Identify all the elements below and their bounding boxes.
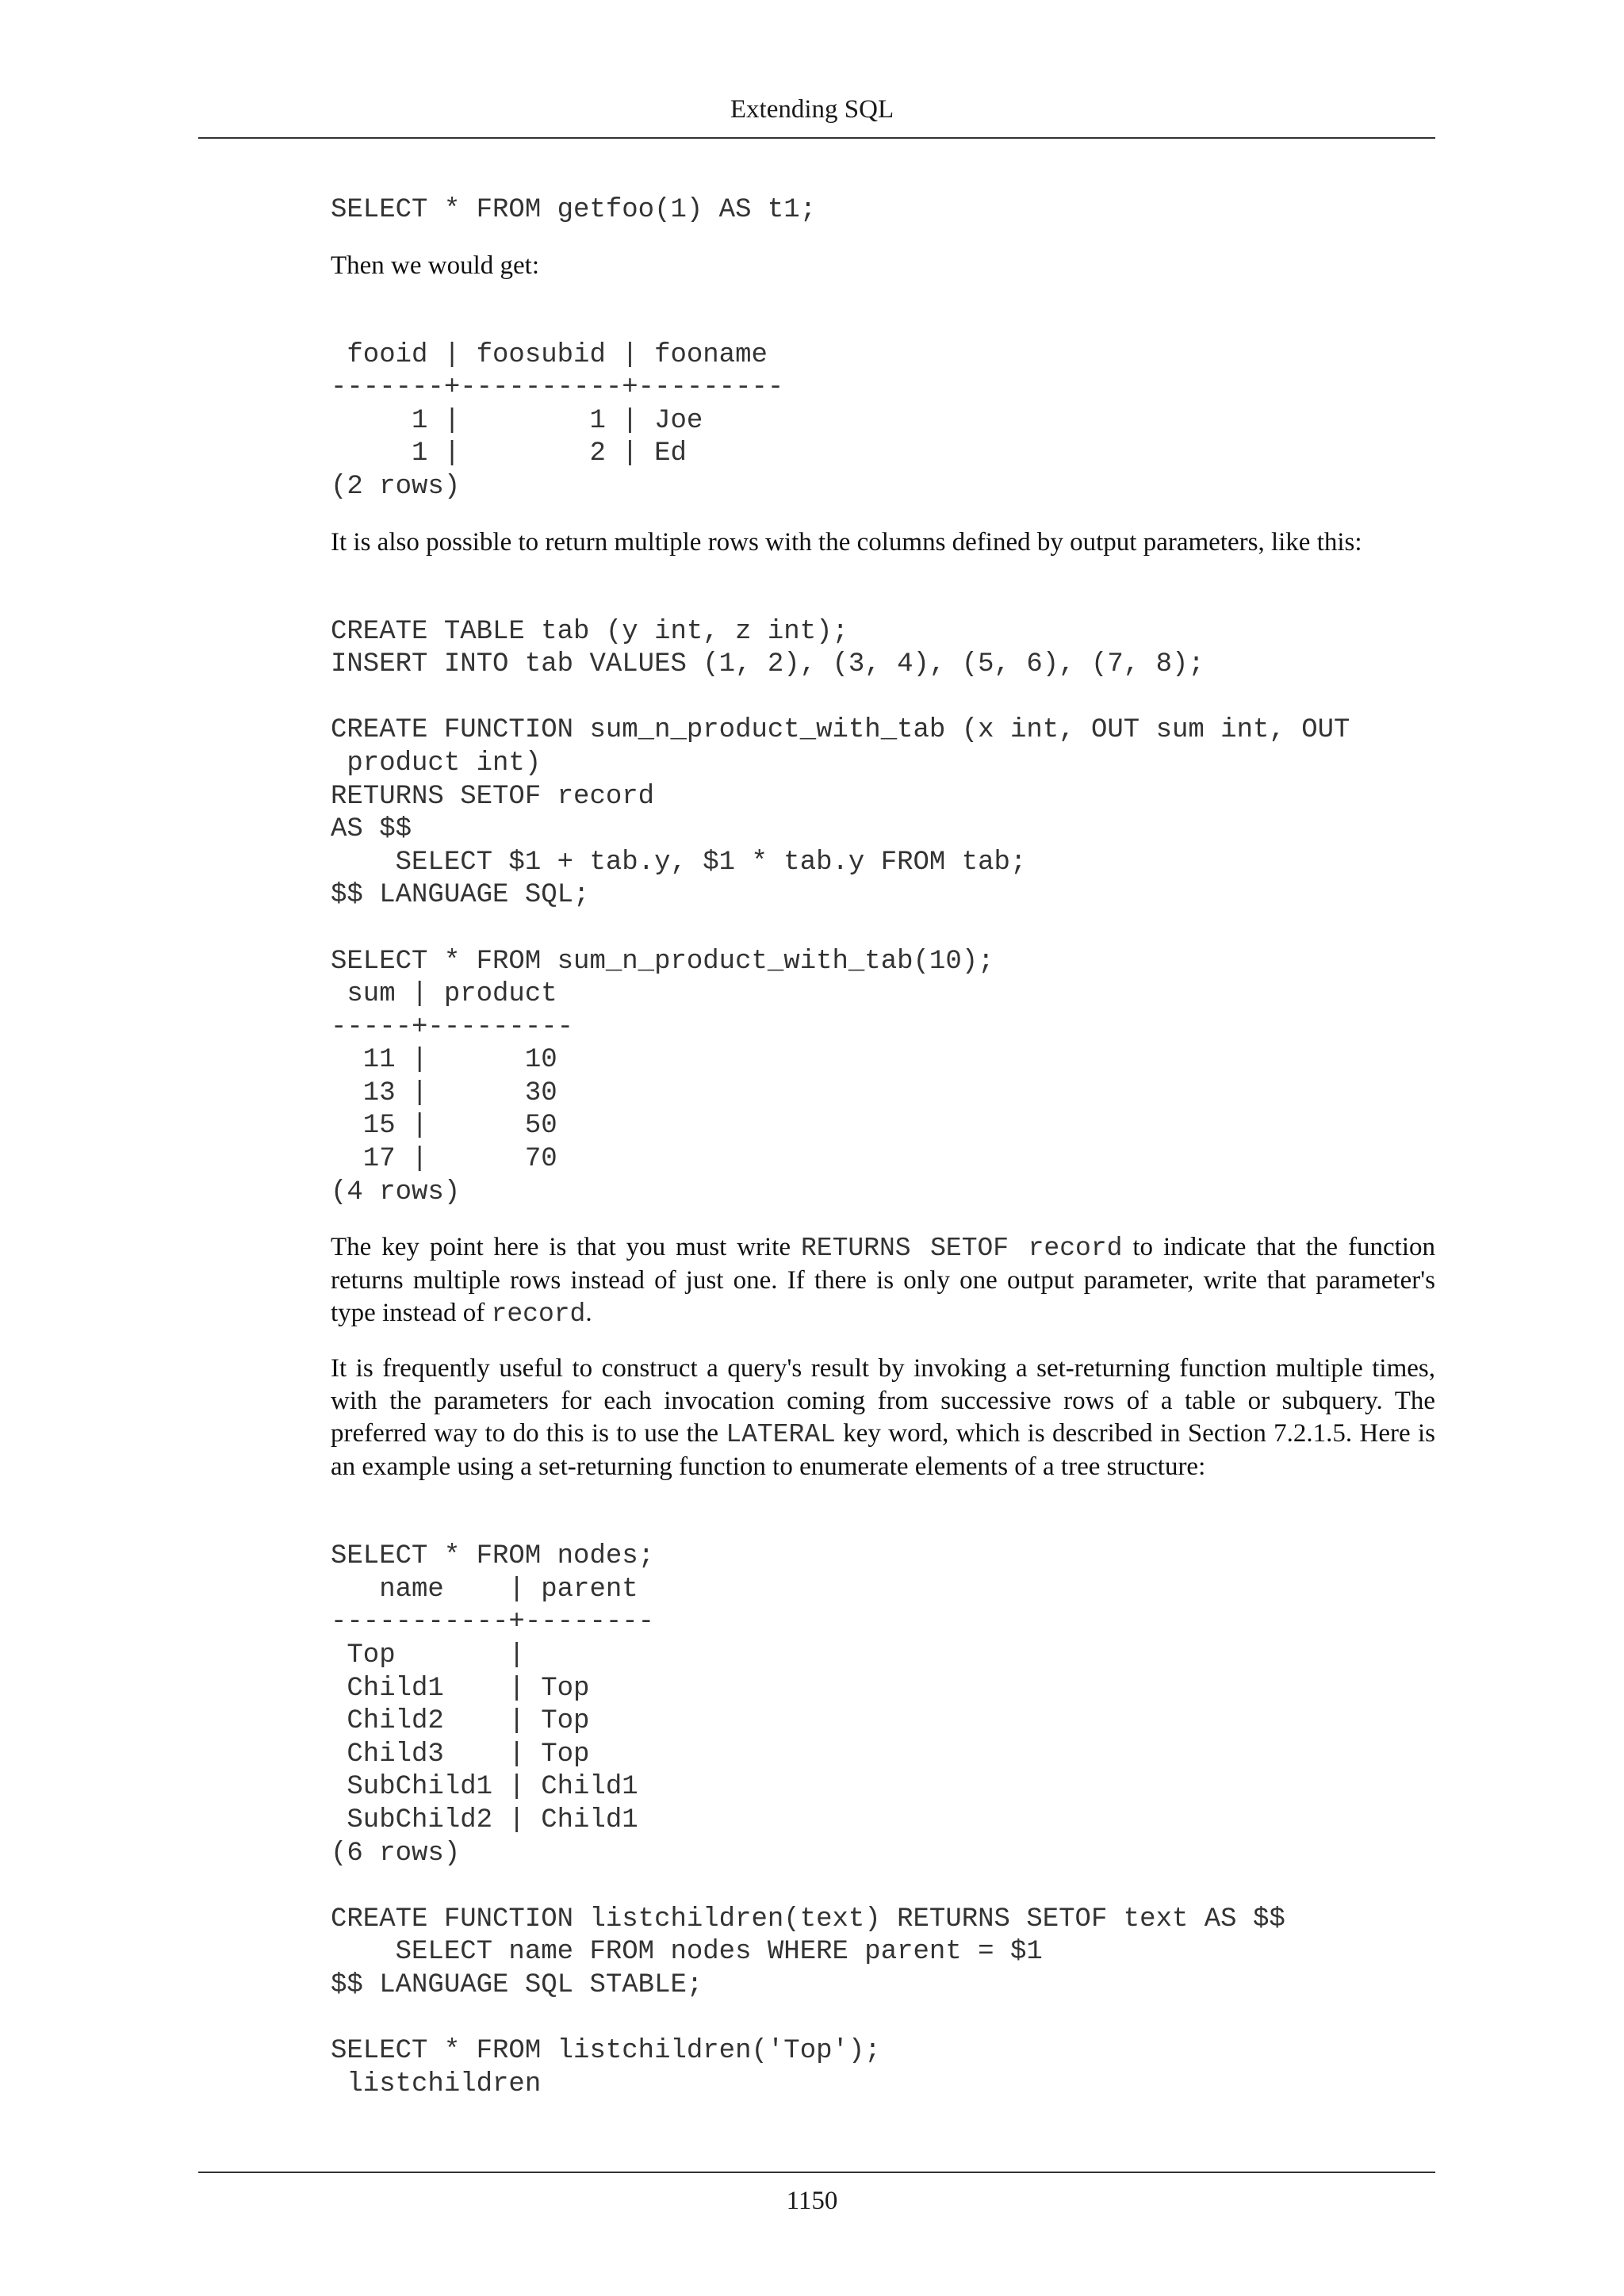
running-header: Extending SQL	[730, 95, 894, 124]
paragraph-returns-setof-record	[331, 1231, 1435, 1330]
inline-code-lateral: LATERAL	[726, 1420, 836, 1450]
code-block-getfoo-result: fooid | foosubid | fooname -------+----------+--------- 1 | 1 | Joe 1 | 2 | Ed (2 rows)	[331, 339, 784, 502]
code-block-sum-n-product: CREATE TABLE tab (y int, z int); INSERT INTO tab VALUES (1, 2), (3, 4), (5, 6), (7, 8); CREATE FUNCTION sum_n_product_with_tab (x int, OUT sum int, OUT product int) RETURNS SETOF record AS $$ SELECT $1 + tab.y, $1 * tab.y FROM tab; $$ LANGUAGE SQL; SELECT * FROM sum_n_product_with_tab(10); sum | product -----+--------- 11 | 10 13 | 30 15 | 50 17 | 70 (4 rows)	[331, 616, 1350, 1207]
inline-code-record: record	[491, 1299, 586, 1330]
paragraph-multiple-rows-output-params: It is also possible to return multiple rows with the columns defined by output parameters, like this:	[331, 527, 1362, 557]
code-block-getfoo-query: SELECT * FROM getfoo(1) AS t1;	[331, 195, 817, 225]
inline-code-returns-setof-record: RETURNS SETOF record	[800, 1234, 1123, 1264]
code-block-nodes-listchildren: SELECT * FROM nodes; name | parent -----------+-------- Top | Child1 | Top Child2 | Top Child3 | Top SubChild1 | Child1 SubChild2 | Child1 (6 rows) CREATE FUNCTION listchildren(text) RETURNS SETOF text AS $$ SELECT name FROM nodes WHERE parent = $1 $$ LANGUAGE SQL STABLE; SELECT * FROM listchildren('Top'); listchildren	[331, 1541, 1285, 2099]
text-run: to indicate that the function returns multiple rows instead of just one. If there is only one output parameter, write that parameter's type instead of	[331, 1233, 1435, 1328]
page-content	[331, 194, 1435, 2101]
text-run: key word, which is described in Section 7.2.1.5. Here is an example using a set-returning function to enumerate elements of a tree structure:	[331, 1419, 1435, 1482]
page-number: 1150	[786, 2187, 838, 2215]
footer-divider	[198, 2172, 1435, 2173]
paragraph-lateral-keyword	[331, 1353, 1435, 1483]
text-run: It is frequently useful to construct a query's result by invoking a set-returning function multiple times, with the parameters for each invocation coming from successive rows of a table or subquery. The preferred way to do this is to use the	[331, 1354, 1435, 1448]
text-run: .	[585, 1299, 592, 1328]
text-run: The key point here is that you must write	[331, 1233, 801, 1262]
header-divider	[198, 137, 1435, 139]
paragraph-then-we-would-get: Then we would get:	[331, 251, 540, 280]
